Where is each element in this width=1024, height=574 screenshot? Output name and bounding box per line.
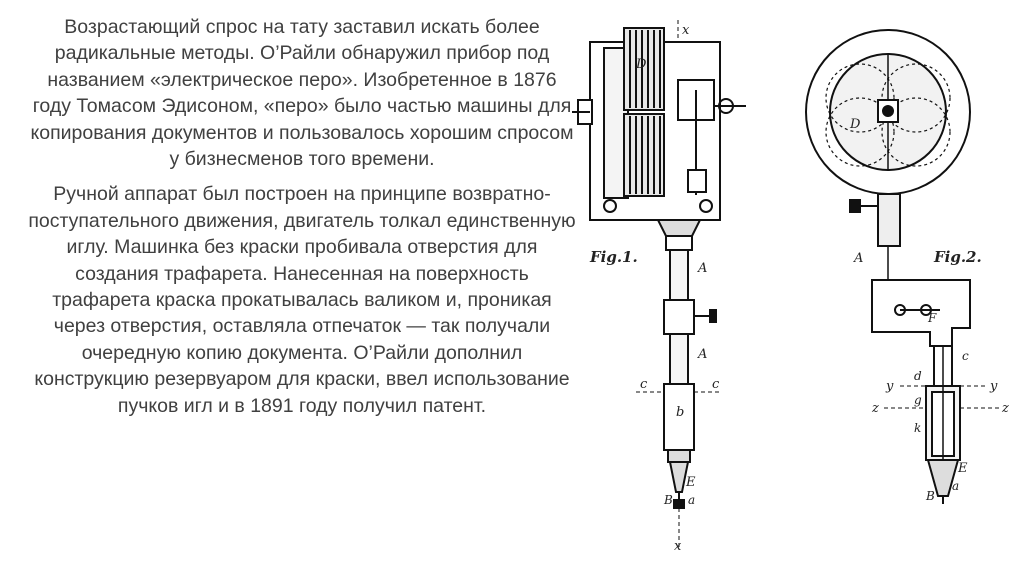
fig1-label-A-lower: A xyxy=(698,347,708,362)
fig2-label-c: c xyxy=(962,349,969,363)
fig2-label-g: g xyxy=(914,393,922,407)
patent-drawings xyxy=(560,20,1024,574)
fig1-caption: Fig.1. xyxy=(590,248,638,266)
fig2-label-B: B xyxy=(926,489,935,503)
fig1-label-b: b xyxy=(676,405,685,420)
fig2-label-z-left: z xyxy=(872,401,879,416)
fig1-label-E: E xyxy=(686,475,696,490)
paragraph-history: Возрастающий спрос на тату заставил искать более радикальные методы. О’Райли обнаружил прибор под названием «электрическое перо». Изобретенное в 1876 году Томасом Эдисоном, «перо» было частью машины для копирования документов и пользовалось хорошим спросом у бизнесменов того времени. xyxy=(30,16,574,171)
fig1-label-c-left: c xyxy=(640,377,648,392)
fig2-label-y-left: y xyxy=(886,379,894,394)
fig2-label-z-right: z xyxy=(1002,401,1009,416)
fig1-label-A-upper: A xyxy=(698,261,708,276)
fig2-label-D: D xyxy=(850,117,861,132)
fig2-label-k: k xyxy=(914,421,922,435)
fig1-label-c-right: c xyxy=(712,377,720,392)
fig1-label-x-top: x xyxy=(682,23,690,38)
fig1-label-B: B xyxy=(664,493,673,507)
fig1-label-a: a xyxy=(688,493,696,507)
fig2-label-E: E xyxy=(958,461,968,476)
article-text xyxy=(28,14,576,428)
fig2-label-a: a xyxy=(952,479,960,493)
patent-drawings-svg xyxy=(560,20,1024,554)
fig2-caption: Fig.2. xyxy=(934,248,982,266)
fig2-label-A: A xyxy=(854,251,864,266)
fig1-label-x-bottom: x xyxy=(674,539,682,554)
fig1-drawing xyxy=(572,20,746,554)
paragraph-mechanism: Ручной аппарат был построен на принципе возвратно-поступательного движения, двигатель толкал единственную иглу. Машинка без краски пробивала отверстия для создания трафарета. Нанесенная на поверхность трафарета краска прокатывалась валиком и, проникая через отверстия, оставляла отпечаток — так получали очередную копию документа. О’Райли дополнил конструкцию резервуаром для краски, ввел использование пучков игл и в 1891 году получил патент. xyxy=(28,183,576,417)
fig1-coil-bottom xyxy=(624,114,664,196)
fig2-label-y-right: y xyxy=(990,379,998,394)
fig2-label-d: d xyxy=(914,369,922,383)
fig2-label-F: F xyxy=(928,311,937,325)
fig2-drawing xyxy=(806,30,1009,504)
fig1-label-D: D xyxy=(636,57,647,72)
